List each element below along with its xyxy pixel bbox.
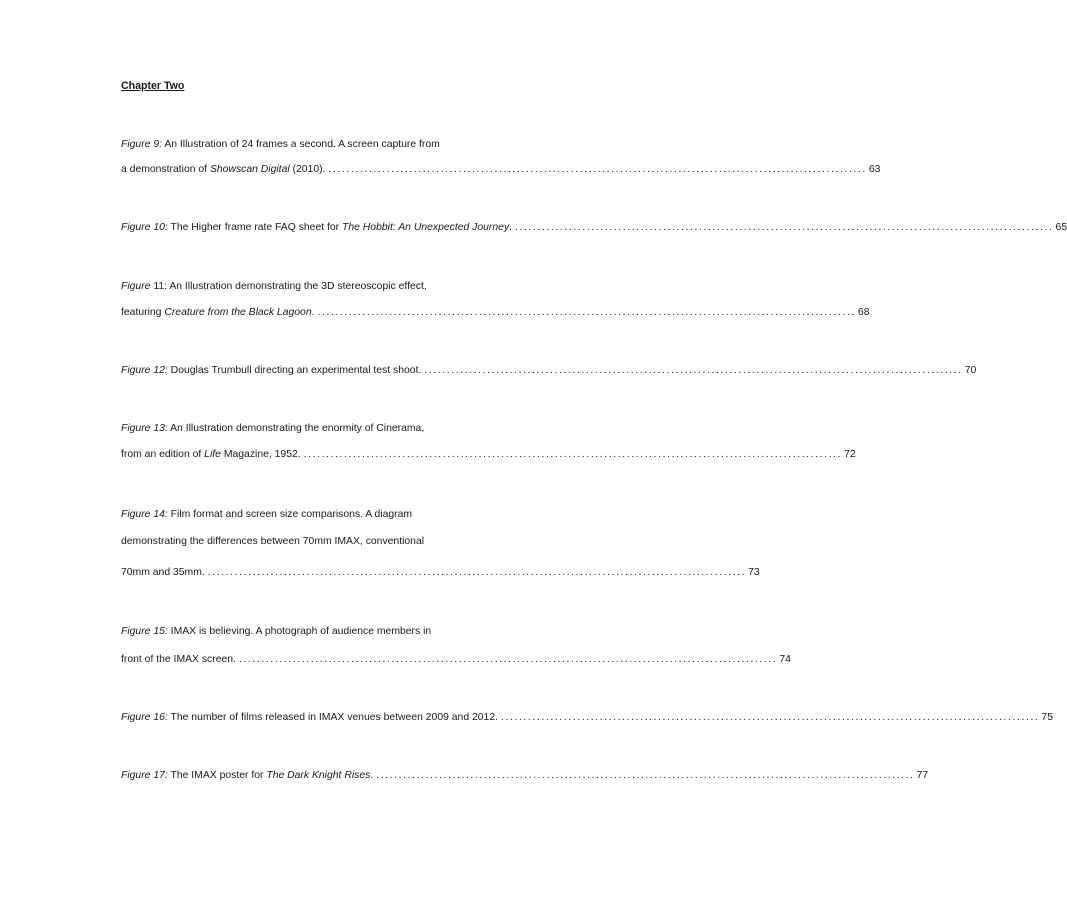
dot-leader: ........................................................................................................................ <box>207 567 747 578</box>
entry-text <box>121 163 325 176</box>
entry-text <box>121 281 427 292</box>
dot-leader: ........................................................................................................................ <box>238 654 778 665</box>
figure-entry-line-last <box>121 769 929 782</box>
entry-text-run: An Illustration of 24 frames a second. A screen capture from <box>162 139 440 150</box>
entry-text <box>121 423 424 434</box>
page-number: 68 <box>857 307 870 318</box>
figure-entry-line <box>121 625 431 638</box>
italic-title: Figure 15: <box>121 626 168 637</box>
figure-entry-line-last <box>121 711 1053 724</box>
entry-text-run: An Illustration demonstrating the enormity of Cinerama, <box>167 423 425 434</box>
page-number: 65 <box>1055 222 1067 233</box>
page-number: 72 <box>844 449 856 460</box>
italic-title: Figure 16: <box>121 712 168 723</box>
italic-title: Figure 9: <box>121 139 163 150</box>
figure-entry-line-last <box>121 566 760 579</box>
figure-entry-line <box>121 280 427 293</box>
entry-text-run: The number of films released in IMAX venues between 2009 and 2012. <box>167 712 498 723</box>
entry-text-run: demonstrating the differences between 70mm IMAX, conventional <box>121 536 425 547</box>
entry-text <box>121 566 205 579</box>
dot-leader: ........................................................................................................................ <box>317 307 856 318</box>
italic-title: Figure <box>121 281 151 292</box>
figure-entry-line <box>121 138 440 151</box>
italic-title: Showscan Digital <box>209 164 290 175</box>
entry-text-run: The IMAX poster for <box>167 770 267 781</box>
italic-title: The Dark Knight Rises <box>266 770 371 781</box>
dot-leader: ........................................................................................................................ <box>303 449 843 460</box>
dot-leader: ........................................................................................................................ <box>501 712 1040 723</box>
italic-title: Life <box>204 449 221 460</box>
italic-title: Figure 14: <box>121 509 168 520</box>
entry-text-run: (2010). <box>289 164 326 175</box>
entry-text-run: front of the IMAX screen. <box>121 654 236 665</box>
dot-leader: ........................................................................................................................ <box>515 222 1054 233</box>
figure-entry-line <box>121 535 424 548</box>
entry-text-run: a demonstration of <box>121 164 210 175</box>
entry-text <box>121 364 421 377</box>
page-number: 75 <box>1041 712 1053 723</box>
entry-text <box>121 448 301 461</box>
entry-text-run: featuring <box>121 307 165 318</box>
entry-text <box>121 653 236 666</box>
chapter-heading: Chapter Two <box>121 80 185 92</box>
entry-text <box>121 509 412 520</box>
entry-text-run: . <box>311 307 315 318</box>
page-number: 74 <box>779 654 791 665</box>
entry-text <box>121 769 373 782</box>
entry-text-run: . <box>509 222 513 233</box>
dot-leader: ........................................................................................................................ <box>328 164 867 175</box>
page-number: 63 <box>868 164 881 175</box>
entry-text-run: Magazine, 1952. <box>220 449 301 460</box>
dot-leader: ........................................................................................................................ <box>424 365 963 376</box>
italic-title: The Hobbit: An Unexpected Journey <box>342 222 510 233</box>
figure-entry-line-last <box>121 653 791 666</box>
entry-text-run: The Higher frame rate FAQ sheet for <box>167 222 343 233</box>
entry-text <box>121 139 440 150</box>
figure-entry-line <box>121 422 424 435</box>
italic-title: Figure 13: <box>121 423 168 434</box>
entry-text-run: Douglas Trumbull directing an experimental test shoot. <box>167 365 422 376</box>
figure-entry-line-last <box>121 163 881 176</box>
page-number: 73 <box>748 567 760 578</box>
entry-text-run: 70mm and 35mm. <box>121 567 205 578</box>
entry-text <box>121 536 424 547</box>
italic-title: Figure 12: <box>121 365 168 376</box>
page-number: 77 <box>916 770 929 781</box>
entry-text <box>121 626 431 637</box>
entry-text-run: Film format and screen size comparisons. A diagram <box>167 509 413 520</box>
entry-text-run: . <box>370 770 374 781</box>
figure-entry-line-last <box>121 306 870 319</box>
entry-text <box>121 711 498 724</box>
figure-entry-line-last <box>121 364 977 377</box>
figure-entry-line <box>121 508 412 521</box>
entry-text <box>121 221 512 234</box>
dot-leader: ........................................................................................................................ <box>376 770 915 781</box>
figure-entry-line-last <box>121 221 1067 234</box>
entry-text-run: 11: An Illustration demonstrating the 3D stereoscopic effect, <box>150 281 427 292</box>
italic-title: Figure 17: <box>121 770 168 781</box>
entry-text-run: from an edition of <box>121 449 205 460</box>
page-number: 70 <box>964 365 977 376</box>
italic-title: Figure 10: <box>121 222 168 233</box>
italic-title: Creature from the Black Lagoon <box>164 307 312 318</box>
entry-text-run: IMAX is believing. A photograph of audience members in <box>167 626 432 637</box>
figure-entry-line-last <box>121 448 856 461</box>
entry-text <box>121 306 315 319</box>
